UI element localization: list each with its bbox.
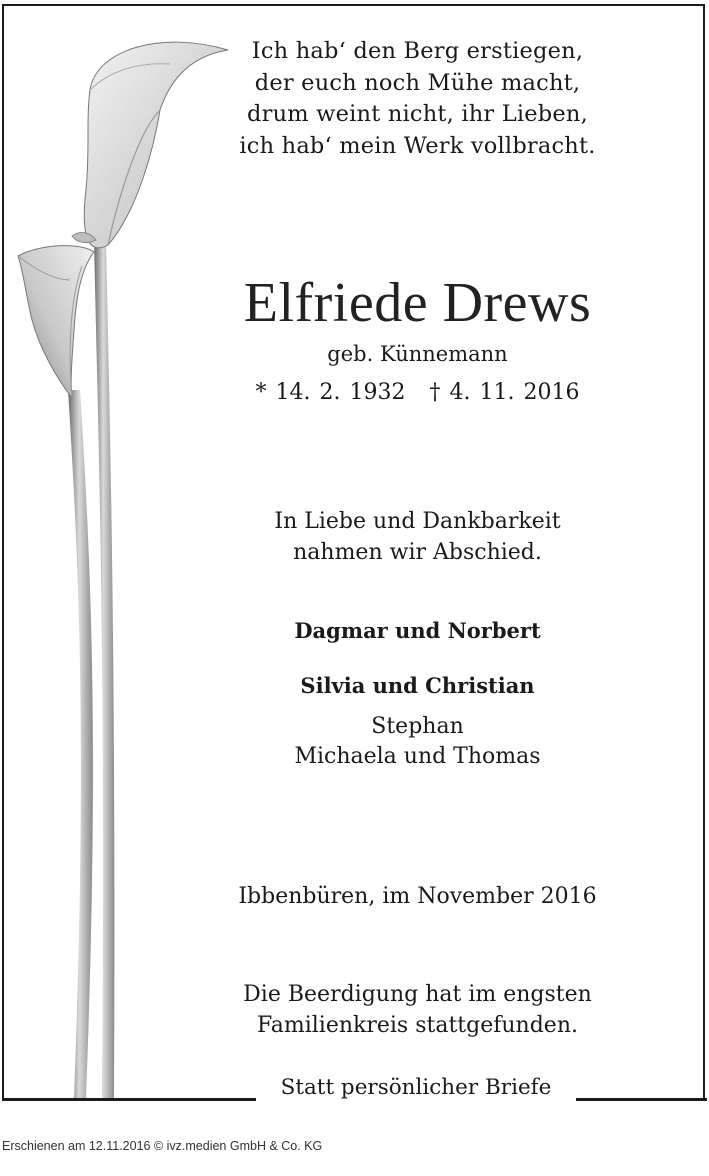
poem-line: Ich hab‘ den Berg erstiegen, bbox=[251, 38, 584, 64]
family-others bbox=[170, 712, 665, 772]
funeral-note bbox=[170, 979, 665, 1041]
funeral-line: Die Beerdigung hat im engsten bbox=[243, 982, 592, 1007]
poem-line: der euch noch Mühe macht, bbox=[254, 69, 581, 96]
life-dates bbox=[170, 379, 665, 407]
farewell-text bbox=[170, 506, 665, 568]
publication-credit: Erschienen am 12.11.2016 © ivz.medien GmbH & Co. KG bbox=[2, 1139, 323, 1153]
deceased-name: Elfriede Drews bbox=[243, 272, 592, 334]
poem-line: drum weint nicht, ihr Lieben, bbox=[247, 101, 588, 127]
poem bbox=[170, 36, 665, 162]
birth-date: * 14. 2. 1932 bbox=[255, 380, 406, 405]
poem-line: ich hab‘ mein Werk vollbracht. bbox=[239, 132, 596, 159]
funeral-line: Familienkreis stattgefunden. bbox=[256, 1013, 578, 1038]
farewell-line: In Liebe und Dankbarkeit bbox=[274, 509, 561, 534]
place-date: Ibbenbüren, im November 2016 bbox=[238, 884, 597, 909]
family-member: Stephan bbox=[371, 714, 464, 739]
death-date: † 4. 11. 2016 bbox=[429, 380, 580, 405]
farewell-line: nahmen wir Abschied. bbox=[293, 540, 542, 565]
family-member: Michaela und Thomas bbox=[294, 744, 541, 769]
maiden-name: geb. Künnemann bbox=[327, 342, 508, 366]
family-group-2: Silvia und Christian bbox=[300, 673, 535, 698]
frame-bottom-right-line bbox=[576, 1098, 707, 1101]
footer-note: Statt persönlicher Briefe bbox=[280, 1075, 552, 1100]
family-group-1: Dagmar und Norbert bbox=[294, 618, 541, 643]
